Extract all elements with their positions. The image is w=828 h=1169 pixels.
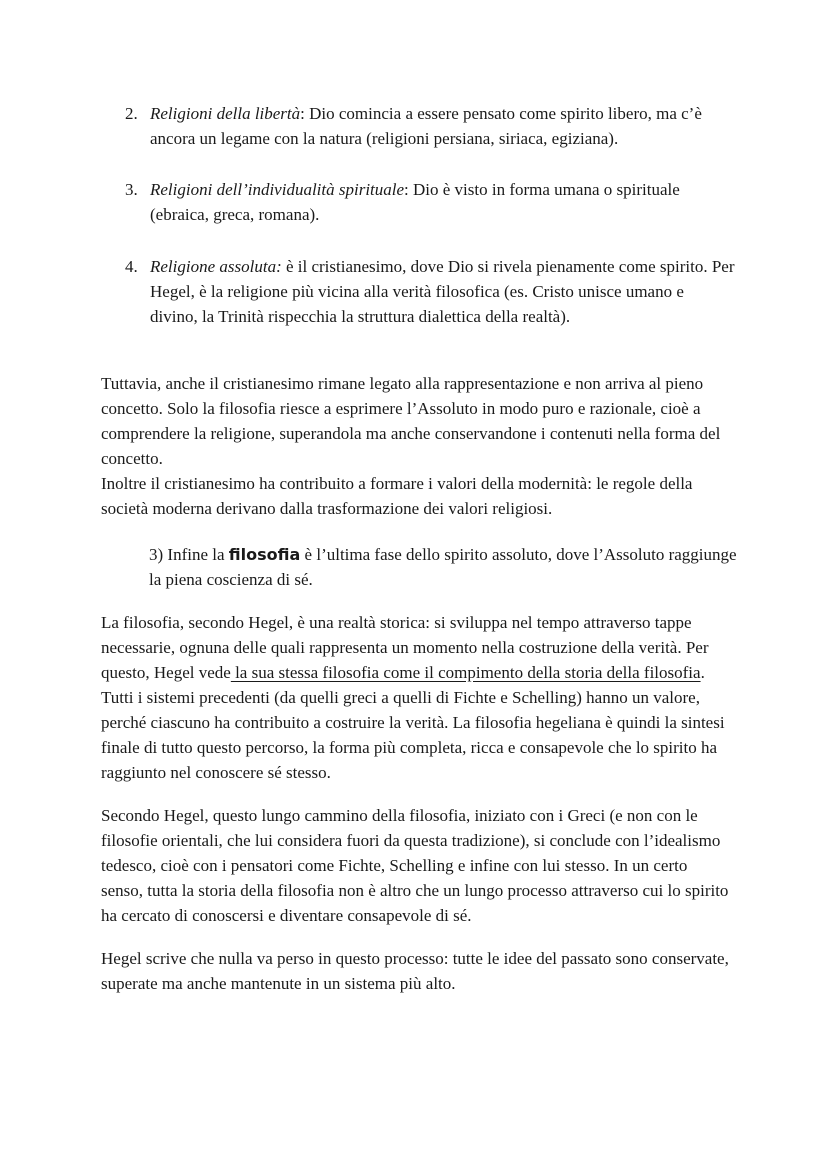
- list-term: Religione assoluta:: [150, 257, 282, 276]
- list-item-religioni-liberta: [125, 101, 735, 151]
- list-item-text: Religioni della libertà: Dio comincia a essere pensato come spirito libero, ma c’è ancora un legame con la natura (religioni persiana, siriaca, egiziana).: [150, 104, 702, 148]
- list-item-text: Religioni dell’individualità spirituale: Dio è visto in forma umana o spirituale (ebraica, greca, romana).: [150, 180, 680, 224]
- list-number: 4.: [125, 257, 138, 276]
- list-number: 3.: [125, 180, 138, 199]
- paragraph-conclusione: Hegel scrive che nulla va perso in questo processo: tutte le idee del passato sono conservate, superate ma anche mantenute in un sistema più alto.: [101, 949, 729, 993]
- paragraph-cristianesimo: Tuttavia, anche il cristianesimo rimane legato alla rappresentazione e non arriva al pieno concetto. Solo la filosofia riesce a esprimere l’Assoluto in modo puro e razionale, cioè a comprendere la religione, superandola ma anche conservandone i contenuti nella forma del concetto. Inoltre il cristianesimo ha contribuito a formare i valori della modernità: le regole della società moderna derivano dalla trasformazione dei valori religiosi.: [101, 374, 721, 518]
- list-number: 2.: [125, 104, 138, 123]
- list-item-religione-assoluta: [125, 254, 735, 329]
- paragraph-realta-storica: La filosofia, secondo Hegel, è una realtà storica: si sviluppa nel tempo attraverso tappe necessarie, ognuna delle quali rappresenta un momento nella costruzione della verità. Per questo, Hegel vede la sua stessa filosofia come il compimento della storia della filosofia. Tutti i sistemi precedenti (da quelli greci a quelli di Fichte e Schelling) hanno un valore, perché ciascuno ha contribuito a costruire la verità. La filosofia hegeliana è quindi la sintesi finale di tutto questo percorso, la forma più completa, ricca e consapevole che lo spirito ha raggiunto nel conoscere sé stesso.: [101, 613, 725, 782]
- bold-term-filosofia: filosofia: [228, 545, 301, 564]
- paragraph-cammino-filosofia: Secondo Hegel, questo lungo cammino della filosofia, iniziato con i Greci (e non con le filosofie orientali, che lui considera fuori da questa tradizione), si conclude con l’idealismo tedesco, cioè con i pensatori come Fichte, Schelling e infine con lui stesso. In un certo senso, tutta la storia della filosofia non è altro che un lungo processo attraverso cui lo spirito ha cercato di conoscersi e diventare consapevole di sé.: [101, 806, 729, 925]
- list-term: Religioni dell’individualità spirituale: [150, 180, 405, 199]
- list-item-text: Religione assoluta: è il cristianesimo, dove Dio si rivela pienamente come spirito. Per Hegel, è la religione più vicina alla verità filosofica (es. Cristo unisce umano e divino, la Trinità rispecchia la struttura dialettica della realtà).: [150, 257, 735, 326]
- list-term: Religioni della libertà: [150, 104, 301, 123]
- paragraph-filosofia-fase: 3) Infine la filosofia è l’ultima fase dello spirito assoluto, dove l’Assoluto raggiunge la piena coscienza di sé.: [149, 545, 737, 589]
- list-item-individualita-spirituale: [125, 177, 735, 227]
- underlined-phrase: la sua stessa filosofia come il compimento della storia della filosofia: [230, 663, 701, 682]
